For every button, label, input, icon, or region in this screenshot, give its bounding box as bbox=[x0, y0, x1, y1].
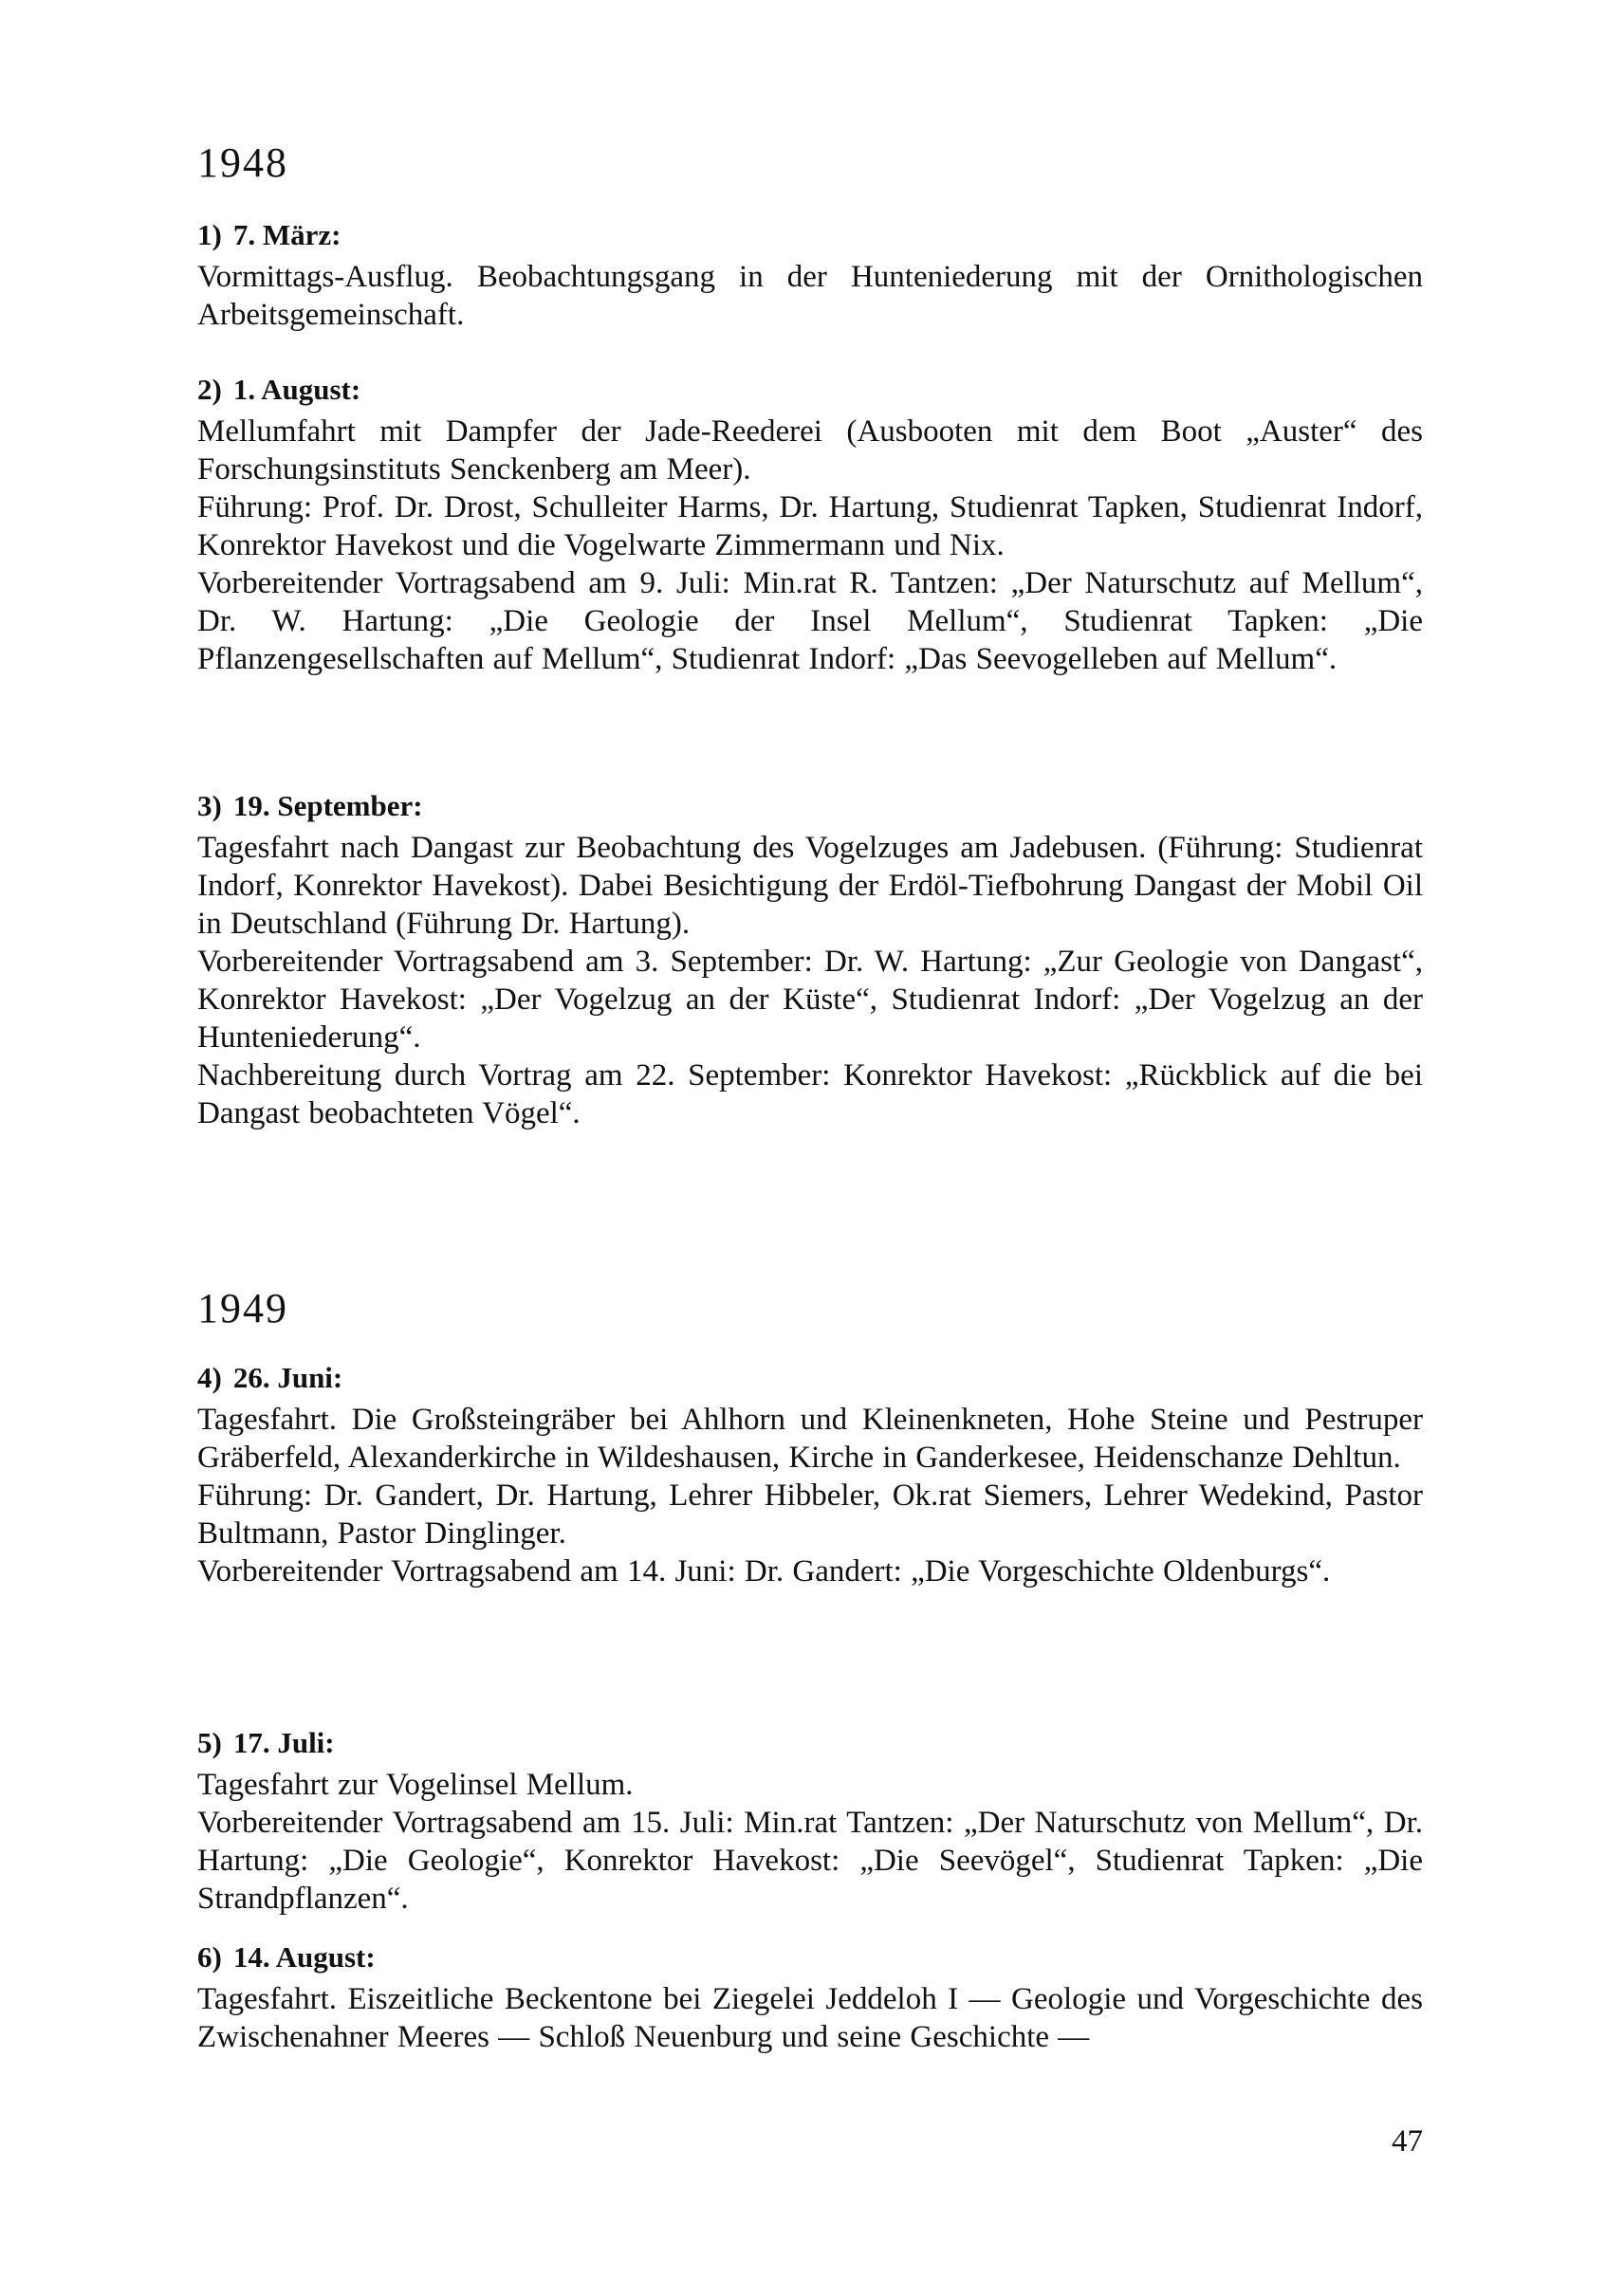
entry-heading bbox=[197, 216, 1423, 254]
entry-paragraph: Vorbereitender Vortragsabend am 15. Juli: Min.rat Tantzen: „Der Naturschutz von Mellum“, Dr. Hartung: „Die Geologie“, Konrektor Havekost: „Die Seevögel“, Studienrat Tapken: „Die Strandpflanzen“. bbox=[197, 1806, 1423, 1916]
document-page bbox=[197, 0, 1423, 2296]
entry-paragraph: Führung: Prof. Dr. Drost, Schulleiter Harms, Dr. Hartung, Studienrat Tapken, Studienrat Indorf, Konrektor Havekost und die Vogelwarte Zimmermann und Nix. bbox=[197, 490, 1423, 562]
entry-2 bbox=[197, 371, 1423, 678]
entry-paragraph: Tagesfahrt. Eiszeitliche Beckentone bei Ziegelei Jeddeloh I — Geologie und Vorgeschichte des Zwischenahner Meeres — Schloß Neuenburg und seine Geschichte — bbox=[197, 1982, 1423, 2054]
entry-paragraph: Vorbereitender Vortragsabend am 14. Juni: Dr. Gandert: „Die Vorgeschichte Oldenburgs“. bbox=[197, 1554, 1331, 1589]
entry-paragraph: Vorbereitender Vortragsabend am 9. Juli: Min.rat R. Tantzen: „Der Naturschutz auf Mellum“, Dr. W. Hartung: „Die Geologie der Insel Mellum“, Studienrat Tapken: „Die Pflanzengesellschaften auf Mellum“, Studienrat Indorf: „Das Seevogelleben auf Mellum“. bbox=[197, 566, 1423, 676]
year-heading-1949: 1949 bbox=[197, 1285, 288, 1332]
entry-paragraph: Mellumfahrt mit Dampfer der Jade-Reederei (Ausbooten mit dem Boot „Auster“ des Forschungsinstituts Senckenberg am Meer). bbox=[197, 414, 1423, 487]
entry-paragraph: Tagesfahrt nach Dangast zur Beobachtung des Vogelzuges am Jadebusen. (Führung: Studienrat Indorf, Konrektor Havekost). Dabei Besichtigung der Erdöl-Tiefbohrung Dangast der Mobil Oil in Deutschland (Führung Dr. Hartung). bbox=[197, 831, 1423, 941]
entry-date: 26. Juni: bbox=[232, 1361, 343, 1394]
year-heading-1948: 1948 bbox=[197, 139, 288, 186]
entry-3 bbox=[197, 787, 1423, 1132]
entry-paragraph: Vormittags-Ausflug. Beobachtungsgang in der Hunteniederung mit der Ornithologischen Arbeitsgemeinschaft. bbox=[197, 260, 1423, 332]
entry-5 bbox=[197, 1724, 1423, 1918]
entry-number: 1) bbox=[197, 218, 222, 251]
entry-paragraph: Führung: Dr. Gandert, Dr. Hartung, Lehrer Hibbeler, Ok.rat Siemers, Lehrer Wedekind, Pastor Bultmann, Pastor Dinglinger. bbox=[197, 1479, 1423, 1551]
entry-paragraph: Vorbereitender Vortragsabend am 3. September: Dr. W. Hartung: „Zur Geologie von Dangast“, Konrektor Havekost: „Der Vogelzug an der Küste“, Studienrat Indorf: „Der Vogelzug an der Hunteniederung“. bbox=[197, 945, 1423, 1055]
entry-4 bbox=[197, 1359, 1423, 1590]
entry-1 bbox=[197, 216, 1423, 334]
entry-number: 6) bbox=[197, 1940, 222, 1974]
entry-date: 1. August: bbox=[232, 373, 361, 406]
entry-date: 14. August: bbox=[232, 1940, 376, 1974]
entry-date: 7. März: bbox=[232, 218, 341, 251]
entry-heading bbox=[197, 1724, 1423, 1762]
entry-number: 5) bbox=[197, 1726, 222, 1759]
page-number: 47 bbox=[1392, 2124, 1423, 2158]
entry-date: 17. Juli: bbox=[232, 1726, 335, 1759]
entry-paragraph: Tagesfahrt zur Vogelinsel Mellum. bbox=[197, 1768, 634, 1802]
entry-number: 4) bbox=[197, 1361, 222, 1394]
entry-heading bbox=[197, 1359, 1423, 1397]
entry-6 bbox=[197, 1938, 1423, 2056]
entry-heading bbox=[197, 1938, 1423, 1976]
entry-heading bbox=[197, 371, 1423, 409]
entry-paragraph: Tagesfahrt. Die Großsteingräber bei Ahlhorn und Kleinenkneten, Hohe Steine und Pestruper Gräberfeld, Alexanderkirche in Wildeshausen, Kirche in Ganderkesee, Heidenschanze Dehltun. bbox=[197, 1403, 1423, 1475]
entry-heading bbox=[197, 787, 1423, 825]
entry-date: 19. September: bbox=[232, 789, 423, 822]
entry-paragraph: Nachbereitung durch Vortrag am 22. September: Konrektor Havekost: „Rückblick auf die bei Dangast beobachteten Vögel“. bbox=[197, 1058, 1423, 1130]
entry-number: 2) bbox=[197, 373, 222, 406]
entry-number: 3) bbox=[197, 789, 222, 822]
